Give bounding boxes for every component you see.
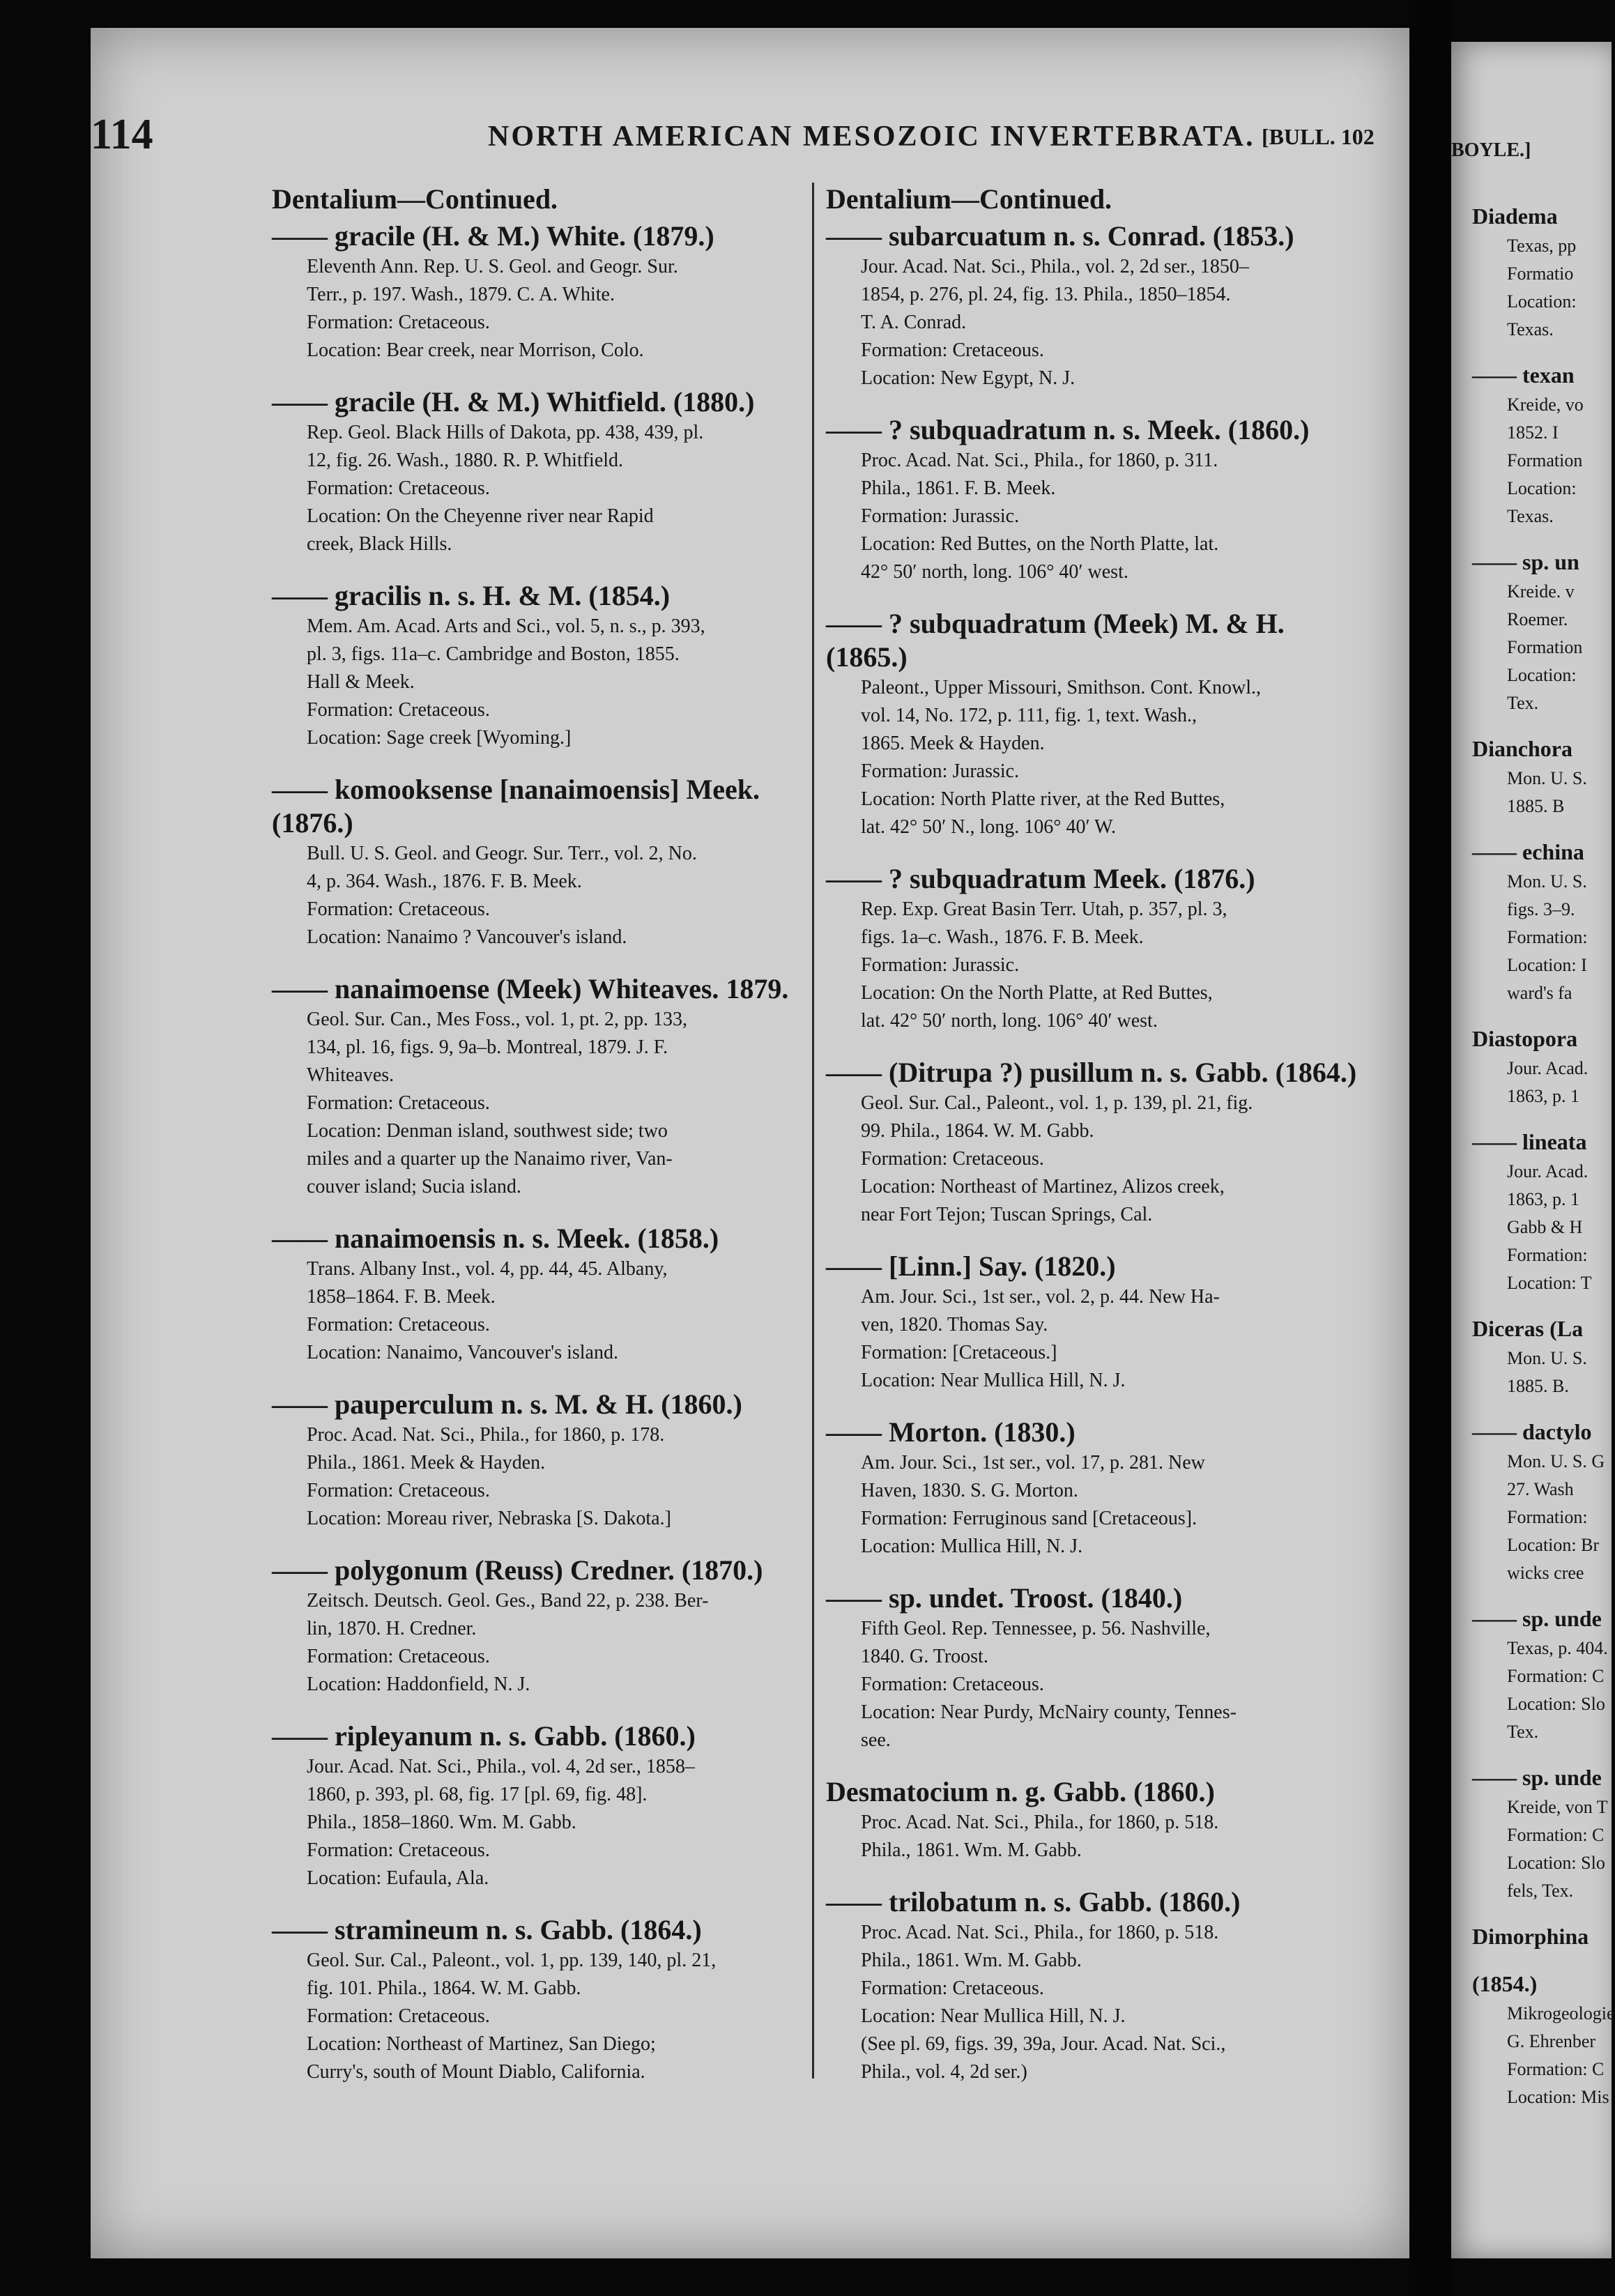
entry-line: Formation: Cretaceous. bbox=[307, 1314, 490, 1335]
entry-title: —— gracile (H. & M.) White. (1879.) bbox=[272, 220, 714, 252]
catalog-entry bbox=[826, 413, 1370, 586]
right-section-head: Dentalium—Continued. bbox=[826, 183, 1112, 215]
entry-line: 134, pl. 16, figs. 9, 9a–b. Montreal, 1879. J. F. bbox=[307, 1036, 668, 1058]
entry-line: Phila., 1861. Wm. M. Gabb. bbox=[861, 1839, 1082, 1861]
facing-entry-line: Formation: C bbox=[1507, 1666, 1605, 1686]
entry-line: Proc. Acad. Nat. Sci., Phila., for 1860, p. 518. bbox=[861, 1922, 1219, 1943]
entry-body bbox=[272, 253, 816, 365]
facing-entry-line: Mon. U. S. bbox=[1507, 871, 1587, 891]
entry-line: 12, fig. 26. Wash., 1880. R. P. Whitfield. bbox=[307, 450, 624, 471]
catalog-entry bbox=[272, 773, 816, 951]
entry-title: —— Morton. (1830.) bbox=[826, 1416, 1076, 1448]
entry-line: Formation: Cretaceous. bbox=[307, 1839, 490, 1861]
entry-title: —— nanaimoensis n. s. Meek. (1858.) bbox=[272, 1223, 719, 1254]
entry-body bbox=[826, 1919, 1370, 2086]
facing-entry-line: Formation bbox=[1507, 637, 1583, 657]
entry-title: —— pauperculum n. s. M. & H. (1860.) bbox=[272, 1388, 742, 1420]
facing-entry-line: Roemer. bbox=[1507, 609, 1568, 629]
entry-line: Formation: Jurassic. bbox=[861, 760, 1020, 782]
facing-entry-line: Texas. bbox=[1507, 319, 1554, 339]
facing-entry-title: —— sp. unde bbox=[1472, 1606, 1602, 1631]
entry-line: figs. 1a–c. Wash., 1876. F. B. Meek. bbox=[861, 926, 1144, 948]
entry-line: Phila., 1861. F. B. Meek. bbox=[861, 477, 1056, 499]
right-column bbox=[826, 183, 1370, 2107]
entry-body bbox=[272, 419, 816, 558]
entry-line: 1840. G. Troost. bbox=[861, 1646, 988, 1667]
entry-line: Formation: Cretaceous. bbox=[307, 2005, 490, 2027]
entry-line: 1865. Meek & Hayden. bbox=[861, 733, 1045, 754]
facing-entry-title: —— dactylo bbox=[1472, 1419, 1592, 1444]
facing-entry-title: Dimorphina bbox=[1472, 1924, 1589, 1949]
facing-entry-line: Location: bbox=[1507, 665, 1577, 685]
facing-page bbox=[1451, 42, 1615, 2258]
entry-line: Eleventh Ann. Rep. U. S. Geol. and Geogr. Sur. bbox=[307, 256, 678, 277]
facing-entry-line: Mon. U. S. G bbox=[1507, 1451, 1605, 1471]
entry-line: Location: On the North Platte, at Red Buttes, bbox=[861, 982, 1213, 1004]
catalog-entry bbox=[826, 1416, 1370, 1561]
entry-line: Location: Eufaula, Ala. bbox=[307, 1867, 489, 1889]
facing-entry-line: Jour. Acad. bbox=[1507, 1058, 1589, 1078]
entry-title: —— (Ditrupa ?) pusillum n. s. Gabb. (1864.) bbox=[826, 1057, 1357, 1088]
entry-line: pl. 3, figs. 11a–c. Cambridge and Boston, 1855. bbox=[307, 643, 680, 665]
facing-entry-line: Location: bbox=[1507, 478, 1577, 498]
entry-body bbox=[272, 1587, 816, 1699]
entry-line: Formation: [Cretaceous.] bbox=[861, 1342, 1057, 1363]
entry-line: Proc. Acad. Nat. Sci., Phila., for 1860, p. 518. bbox=[861, 1812, 1219, 1833]
entry-line: Curry's, south of Mount Diablo, California. bbox=[307, 2061, 645, 2083]
facing-entry-line: Location: T bbox=[1507, 1273, 1592, 1293]
facing-entry-line: 1852. I bbox=[1507, 422, 1559, 443]
entry-line: couver island; Sucia island. bbox=[307, 1176, 521, 1197]
facing-entry-line: Location: bbox=[1507, 291, 1577, 312]
left-column bbox=[272, 183, 816, 2107]
entry-line: Phila., 1858–1860. Wm. M. Gabb. bbox=[307, 1812, 576, 1833]
facing-entry-title: —— texan bbox=[1472, 362, 1575, 388]
facing-entry-line: Formation: bbox=[1507, 927, 1588, 947]
entry-line: Bull. U. S. Geol. and Geogr. Sur. Terr., vol. 2, No. bbox=[307, 843, 697, 864]
entry-line: Formation: Cretaceous. bbox=[861, 339, 1044, 361]
entry-line: Rep. Geol. Black Hills of Dakota, pp. 438, 439, pl. bbox=[307, 422, 704, 443]
entry-line: Geol. Sur. Cal., Paleont., vol. 1, pp. 139, 140, pl. 21, bbox=[307, 1950, 717, 1971]
entry-line: Geol. Sur. Cal., Paleont., vol. 1, p. 139, pl. 21, fig. bbox=[861, 1092, 1253, 1114]
entry-line: Rep. Exp. Great Basin Terr. Utah, p. 357, pl. 3, bbox=[861, 898, 1227, 920]
entry-title: —— ? subquadratum (Meek) M. & H. (1865.) bbox=[826, 608, 1285, 673]
entry-line: creek, Black Hills. bbox=[307, 533, 452, 555]
book-gutter bbox=[1409, 0, 1451, 2296]
facing-entry-title: —— lineata bbox=[1472, 1129, 1587, 1154]
page-number: 114 bbox=[91, 111, 153, 158]
facing-entry-line: Tex. bbox=[1507, 693, 1539, 713]
entry-body bbox=[826, 253, 1370, 392]
entry-line: Formation: Cretaceous. bbox=[861, 1148, 1044, 1170]
entry-line: (See pl. 69, figs. 39, 39a, Jour. Acad. Nat. Sci., bbox=[861, 2033, 1226, 2055]
facing-entry-line: 1863, p. 1 bbox=[1507, 1086, 1579, 1106]
entry-line: Terr., p. 197. Wash., 1879. C. A. White. bbox=[307, 284, 615, 305]
entry-line: ven, 1820. Thomas Say. bbox=[861, 1314, 1048, 1335]
facing-entry-line: Location: Br bbox=[1507, 1535, 1600, 1555]
entry-title: —— stramineum n. s. Gabb. (1864.) bbox=[272, 1914, 702, 1945]
facing-entry-line: ward's fa bbox=[1507, 983, 1572, 1003]
facing-entry-title: Dianchora bbox=[1472, 736, 1572, 761]
entry-title: —— [Linn.] Say. (1820.) bbox=[826, 1250, 1116, 1282]
entry-line: 1860, p. 393, pl. 68, fig. 17 [pl. 69, fig. 48]. bbox=[307, 1784, 648, 1805]
facing-entry-line: Gabb & H bbox=[1507, 1217, 1583, 1237]
entry-title: —— ? subquadratum n. s. Meek. (1860.) bbox=[826, 414, 1310, 445]
entry-title: —— komooksense [nanaimoensis] Meek. (1876.) bbox=[272, 774, 760, 839]
entry-title: —— polygonum (Reuss) Credner. (1870.) bbox=[272, 1554, 763, 1586]
entry-line: Formation: Jurassic. bbox=[861, 505, 1020, 527]
catalog-entry bbox=[272, 579, 816, 752]
entry-line: Paleont., Upper Missouri, Smithson. Cont. Knowl., bbox=[861, 677, 1262, 698]
bulletin-reference: [BULL. 102 bbox=[1262, 124, 1375, 149]
catalog-entry bbox=[272, 1554, 816, 1699]
catalog-entry bbox=[826, 220, 1370, 392]
entry-line: Formation: Cretaceous. bbox=[307, 898, 490, 920]
entry-body bbox=[272, 1006, 816, 1201]
entry-line: Location: Haddonfield, N. J. bbox=[307, 1674, 530, 1695]
catalog-entry bbox=[826, 1250, 1370, 1395]
facing-entry-line: 1885. B bbox=[1507, 796, 1565, 816]
entry-title: —— ? subquadratum Meek. (1876.) bbox=[826, 863, 1255, 894]
entry-title: —— ripleyanum n. s. Gabb. (1860.) bbox=[272, 1720, 696, 1752]
facing-entry-title: —— sp. un bbox=[1472, 549, 1579, 574]
facing-entry-line: Tex. bbox=[1507, 1722, 1539, 1742]
column-rule bbox=[812, 183, 814, 2079]
facing-entry-line: Formation bbox=[1507, 450, 1583, 470]
entry-line: Am. Jour. Sci., 1st ser., vol. 17, p. 281. New bbox=[861, 1452, 1205, 1474]
entry-line: Location: Mullica Hill, N. J. bbox=[861, 1536, 1083, 1557]
entry-title: —— trilobatum n. s. Gabb. (1860.) bbox=[826, 1886, 1241, 1918]
entry-line: Formation: Cretaceous. bbox=[307, 699, 490, 721]
catalog-entry bbox=[272, 1913, 816, 2086]
entry-line: Whiteaves. bbox=[307, 1064, 395, 1086]
facing-entry-line: Kreide, von T bbox=[1507, 1797, 1608, 1817]
facing-entry-line: 27. Wash bbox=[1507, 1479, 1574, 1499]
catalog-entry bbox=[272, 972, 816, 1201]
facing-entry-line: G. Ehrenber bbox=[1507, 2031, 1596, 2051]
entry-line: Phila., 1861. Meek & Hayden. bbox=[307, 1452, 546, 1474]
entry-line: Proc. Acad. Nat. Sci., Phila., for 1860, p. 178. bbox=[307, 1424, 665, 1446]
entry-line: Phila., 1861. Wm. M. Gabb. bbox=[861, 1950, 1082, 1971]
entry-line: 99. Phila., 1864. W. M. Gabb. bbox=[861, 1120, 1094, 1142]
entry-line: Formation: Cretaceous. bbox=[307, 477, 490, 499]
entry-title: Desmatocium n. g. Gabb. (1860.) bbox=[826, 1776, 1215, 1807]
entry-line: Formation: Cretaceous. bbox=[307, 1480, 490, 1501]
entry-body bbox=[826, 896, 1370, 1035]
facing-entry-line: Jour. Acad. bbox=[1507, 1161, 1589, 1181]
catalog-entry bbox=[826, 1775, 1370, 1865]
facing-entry-line: figs. 3–9. bbox=[1507, 899, 1575, 919]
entry-line: Jour. Acad. Nat. Sci., Phila., vol. 2, 2d ser., 1850– bbox=[861, 256, 1249, 277]
entry-body bbox=[826, 447, 1370, 586]
entry-line: vol. 14, No. 172, p. 111, fig. 1, text. Wash., bbox=[861, 705, 1197, 726]
facing-entry-line: Texas, pp bbox=[1507, 236, 1577, 256]
entry-title: —— gracilis n. s. H. & M. (1854.) bbox=[272, 580, 671, 611]
entry-line: fig. 101. Phila., 1864. W. M. Gabb. bbox=[307, 1977, 581, 1999]
facing-entry-title: Diceras (La bbox=[1472, 1316, 1584, 1341]
entry-line: Formation: Ferruginous sand [Cretaceous]. bbox=[861, 1508, 1197, 1529]
catalog-entry bbox=[272, 1222, 816, 1367]
entry-line: Location: Nanaimo, Vancouver's island. bbox=[307, 1342, 618, 1363]
entry-body bbox=[272, 1421, 816, 1533]
facing-entry-line: Formation: C bbox=[1507, 1825, 1605, 1845]
entry-line: Formation: Jurassic. bbox=[861, 954, 1020, 976]
entry-line: lin, 1870. H. Credner. bbox=[307, 1618, 477, 1639]
entry-line: Location: On the Cheyenne river near Rapid bbox=[307, 505, 654, 527]
entry-line: Location: Near Purdy, McNairy county, Tennes- bbox=[861, 1701, 1237, 1723]
facing-entry-line: wicks cree bbox=[1507, 1563, 1584, 1583]
entry-line: Phila., vol. 4, 2d ser.) bbox=[861, 2061, 1027, 2083]
entry-line: Formation: Cretaceous. bbox=[307, 1646, 490, 1667]
entry-line: Location: Bear creek, near Morrison, Colo. bbox=[307, 339, 644, 361]
facing-entry-line: Mon. U. S. bbox=[1507, 1348, 1587, 1368]
entry-body bbox=[826, 1449, 1370, 1561]
facing-entry-line: Texas. bbox=[1507, 506, 1554, 526]
running-title: NORTH AMERICAN MESOZOIC INVERTEBRATA. bbox=[488, 121, 1255, 153]
entry-line: Geol. Sur. Can., Mes Foss., vol. 1, pt. 2, pp. 133, bbox=[307, 1009, 688, 1030]
facing-entry-line: Location: I bbox=[1507, 955, 1587, 975]
facing-entry-title: (1854.) bbox=[1472, 1971, 1538, 1996]
entry-line: Fifth Geol. Rep. Tennessee, p. 56. Nashville, bbox=[861, 1618, 1211, 1639]
facing-entry-title: —— echina bbox=[1472, 839, 1584, 864]
entry-line: Formation: Cretaceous. bbox=[861, 1977, 1044, 1999]
entry-line: lat. 42° 50′ N., long. 106° 40′ W. bbox=[861, 816, 1116, 838]
entry-body bbox=[826, 674, 1370, 841]
facing-entry-line: Location: Mis bbox=[1507, 2087, 1609, 2107]
entry-line: Location: New Egypt, N. J. bbox=[861, 367, 1076, 389]
entry-line: Location: Northeast of Martinez, Alizos creek, bbox=[861, 1176, 1225, 1197]
entry-line: Location: Sage creek [Wyoming.] bbox=[307, 727, 572, 749]
entry-body bbox=[826, 1283, 1370, 1395]
entry-line: Location: Denman island, southwest side; two bbox=[307, 1120, 668, 1142]
catalog-entry bbox=[826, 607, 1370, 841]
entry-line: Jour. Acad. Nat. Sci., Phila., vol. 4, 2d ser., 1858– bbox=[307, 1756, 695, 1777]
entry-line: Formation: Cretaceous. bbox=[307, 312, 490, 333]
facing-entry-line: Kreide, vo bbox=[1507, 395, 1584, 415]
facing-entry-line: Mikrogeologie bbox=[1507, 2003, 1615, 2023]
entry-title: —— nanaimoense (Meek) Whiteaves. 1879. bbox=[272, 973, 789, 1004]
facing-entry-line: 1885. B. bbox=[1507, 1376, 1569, 1396]
catalog-entry bbox=[826, 1885, 1370, 2086]
catalog-entry bbox=[272, 220, 816, 365]
entry-line: 1854, p. 276, pl. 24, fig. 13. Phila., 1850–1854. bbox=[861, 284, 1231, 305]
entry-body bbox=[826, 1615, 1370, 1754]
entry-line: 4, p. 364. Wash., 1876. F. B. Meek. bbox=[307, 871, 582, 892]
entry-line: Trans. Albany Inst., vol. 4, pp. 44, 45. Albany, bbox=[307, 1258, 668, 1280]
entry-title: —— subarcuatum n. s. Conrad. (1853.) bbox=[826, 220, 1294, 252]
facing-entry-line: Kreide. v bbox=[1507, 581, 1575, 602]
entry-line: lat. 42° 50′ north, long. 106° 40′ west. bbox=[861, 1010, 1158, 1032]
entry-line: 42° 50′ north, long. 106° 40′ west. bbox=[861, 561, 1128, 583]
facing-entry-line: Formatio bbox=[1507, 263, 1574, 284]
entry-line: Zeitsch. Deutsch. Geol. Ges., Band 22, p. 238. Ber- bbox=[307, 1590, 709, 1612]
catalog-entry bbox=[826, 862, 1370, 1035]
facing-running-head: BOYLE.] bbox=[1451, 139, 1531, 161]
entry-line: Location: Near Mullica Hill, N. J. bbox=[861, 2005, 1126, 2027]
facing-entry-line: Mon. U. S. bbox=[1507, 768, 1587, 788]
entry-title: —— sp. undet. Troost. (1840.) bbox=[826, 1582, 1183, 1614]
entry-line: Location: Near Mullica Hill, N. J. bbox=[861, 1370, 1126, 1391]
facing-entry-line: Location: Slo bbox=[1507, 1853, 1605, 1873]
catalog-entry bbox=[826, 1056, 1370, 1229]
facing-entry-title: Diadema bbox=[1472, 204, 1558, 229]
facing-entry-line: Texas, p. 404. bbox=[1507, 1638, 1608, 1658]
entry-line: Location: Northeast of Martinez, San Diego; bbox=[307, 2033, 656, 2055]
entry-body bbox=[272, 1255, 816, 1367]
catalog-entry bbox=[272, 1720, 816, 1892]
entry-line: Formation: Cretaceous. bbox=[307, 1092, 490, 1114]
entry-line: Am. Jour. Sci., 1st ser., vol. 2, p. 44. New Ha- bbox=[861, 1286, 1220, 1308]
entry-line: miles and a quarter up the Nanaimo river, Van- bbox=[307, 1148, 673, 1170]
entry-body bbox=[826, 1809, 1370, 1865]
entry-line: Proc. Acad. Nat. Sci., Phila., for 1860, p. 311. bbox=[861, 450, 1218, 471]
facing-entry-line: Location: Slo bbox=[1507, 1694, 1605, 1714]
entry-line: Haven, 1830. S. G. Morton. bbox=[861, 1480, 1078, 1501]
entry-body bbox=[272, 1947, 816, 2086]
facing-entry-line: fels, Tex. bbox=[1507, 1881, 1574, 1901]
left-section-head: Dentalium—Continued. bbox=[272, 183, 558, 215]
facing-entry-line: Formation: bbox=[1507, 1245, 1588, 1265]
entry-line: Hall & Meek. bbox=[307, 671, 415, 693]
catalog-entry bbox=[272, 385, 816, 558]
entry-line: T. A. Conrad. bbox=[861, 312, 967, 333]
entry-line: 1858–1864. F. B. Meek. bbox=[307, 1286, 496, 1308]
entry-body bbox=[272, 840, 816, 951]
entry-line: Location: North Platte river, at the Red Buttes, bbox=[861, 788, 1225, 810]
entry-line: Location: Red Buttes, on the North Platte, lat. bbox=[861, 533, 1219, 555]
entry-line: near Fort Tejon; Tuscan Springs, Cal. bbox=[861, 1204, 1153, 1225]
catalog-entry bbox=[272, 1388, 816, 1533]
facing-entry-line: 1863, p. 1 bbox=[1507, 1189, 1579, 1209]
entry-line: Location: Moreau river, Nebraska [S. Dakota.] bbox=[307, 1508, 671, 1529]
entry-body bbox=[826, 1089, 1370, 1229]
entry-line: Mem. Am. Acad. Arts and Sci., vol. 5, n. s., p. 393, bbox=[307, 615, 705, 637]
facing-entry-title: Diastopora bbox=[1472, 1026, 1578, 1051]
entry-body bbox=[272, 1753, 816, 1892]
facing-entry-title: —— sp. unde bbox=[1472, 1765, 1602, 1790]
entry-line: see. bbox=[861, 1729, 891, 1751]
entry-body bbox=[272, 613, 816, 752]
entry-line: Location: Nanaimo ? Vancouver's island. bbox=[307, 926, 627, 948]
entry-title: —— gracile (H. & M.) Whitfield. (1880.) bbox=[272, 386, 755, 418]
entry-line: Formation: Cretaceous. bbox=[861, 1674, 1044, 1695]
catalog-entry bbox=[826, 1582, 1370, 1754]
facing-entry-line: Formation: C bbox=[1507, 2059, 1605, 2079]
facing-entry-line: Formation: bbox=[1507, 1507, 1588, 1527]
